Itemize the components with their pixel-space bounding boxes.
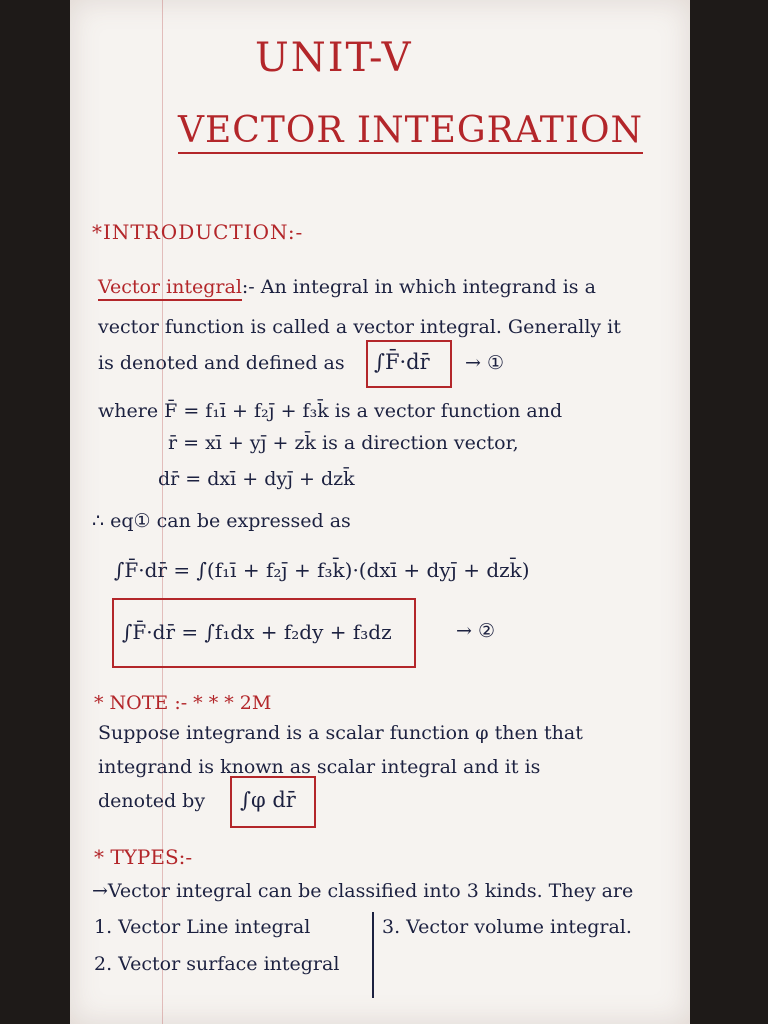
equation-1-label: → ① bbox=[465, 352, 504, 374]
where-line-3: dr̄ = dxī + dyj̄ + dzk̄ bbox=[158, 468, 355, 490]
therefore-line: ∴ eq① can be expressed as bbox=[92, 510, 351, 532]
definition-text-1: :- An integral in which integrand is a bbox=[241, 276, 596, 298]
formula-2: ∫F̄·dr̄ = ∫f₁dx + f₂dy + f₃dz bbox=[122, 620, 392, 644]
introduction-heading: *INTRODUCTION:- bbox=[92, 220, 304, 244]
types-intro: →Vector integral can be classified into 3 kinds. They are bbox=[92, 880, 634, 902]
definition-text-3: is denoted and defined as bbox=[98, 352, 345, 374]
equation-2-label: → ② bbox=[456, 620, 495, 642]
formula-1: ∫F̄·dr̄ bbox=[374, 350, 430, 374]
where-line-2: r̄ = xī + yj̄ + zk̄ is a direction vector, bbox=[168, 432, 519, 454]
definition-line-2: vector function is called a vector integral. Generally it bbox=[98, 316, 621, 338]
types-item-3: 3. Vector volume integral. bbox=[382, 916, 632, 938]
note-line-1: Suppose integrand is a scalar function φ then that bbox=[98, 722, 583, 744]
note-heading: * NOTE :- * * * 2M bbox=[94, 692, 272, 714]
term-vector-integral: Vector integral bbox=[98, 276, 242, 301]
definition-line-3 bbox=[98, 352, 345, 374]
types-heading: * TYPES:- bbox=[94, 845, 193, 869]
unit-title: UNIT-V bbox=[255, 35, 413, 81]
note-line-2: integrand is known as scalar integral and it is bbox=[98, 756, 541, 778]
expanded-formula: ∫F̄·dr̄ = ∫(f₁ī + f₂j̄ + f₃k̄)·(dxī + dyj̄ + dzk̄) bbox=[114, 558, 530, 582]
types-divider bbox=[372, 912, 374, 998]
notebook-page bbox=[70, 0, 690, 1024]
formula-3: ∫φ dr̄ bbox=[240, 788, 296, 812]
definition-line-1 bbox=[98, 276, 596, 298]
note-line-3: denoted by bbox=[98, 790, 206, 812]
types-item-2: 2. Vector surface integral bbox=[94, 953, 340, 975]
types-item-1: 1. Vector Line integral bbox=[94, 916, 311, 938]
page-title: VECTOR INTEGRATION bbox=[178, 110, 643, 154]
where-line-1: where F̄ = f₁ī + f₂j̄ + f₃k̄ is a vector function and bbox=[98, 400, 563, 422]
